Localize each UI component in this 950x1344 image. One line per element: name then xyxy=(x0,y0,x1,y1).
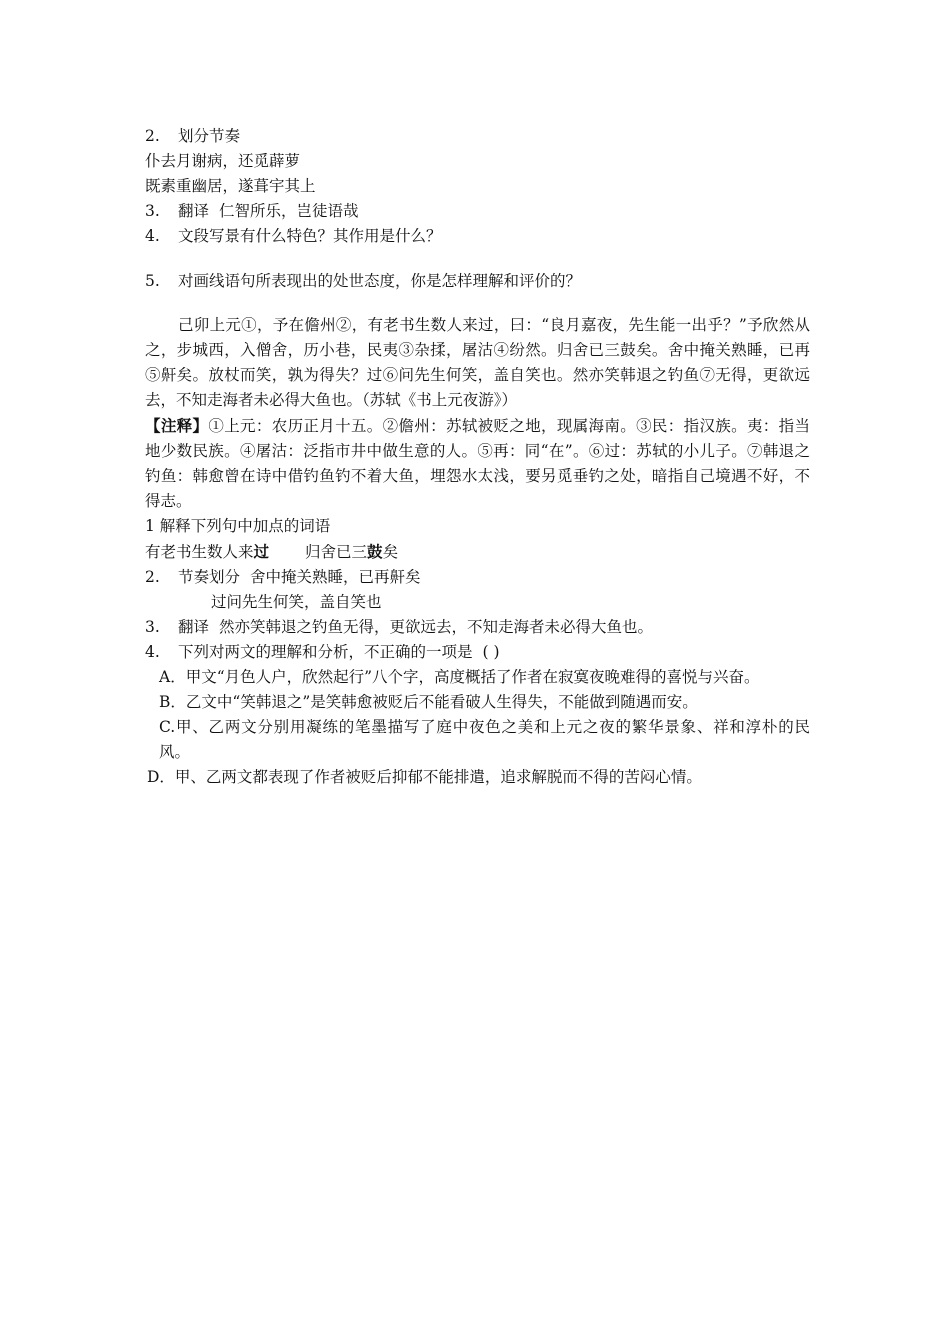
rhythm-sentence-1: 仆去月谢病，还觅薜萝 xyxy=(145,152,301,170)
rhythm-sentence-1: 舍中掩关熟睡，已再鼾矣 xyxy=(250,568,421,586)
answer-paren: ( ) xyxy=(482,643,500,661)
option-c: C.甲、乙两文分别用凝练的笔墨描写了庭中夜色之美和上元之夜的繁华景象、祥和淳朴的民风。 xyxy=(159,718,810,761)
question-3-translate xyxy=(145,199,810,224)
passage-text: 己卯上元①，予在儋州②，有老书生数人来过，曰：“良月嘉夜，先生能一出乎？”予欣然从之，步城西，入僧舍，历小巷，民夷③杂揉，屠沽④纷然。归舍已三鼓矣。舍中掩关熟睡，已再⑤鼾矣。放杖而笑，孰为得失？过⑥问先生何笑，盖自笑也。然亦笑韩退之钓鱼⑦无得，更欲远去，不知走海者未必得大鱼也。（苏轼《书上元夜游》） xyxy=(145,316,810,409)
question-number: 5. xyxy=(145,272,160,290)
question-4-choice xyxy=(145,640,810,665)
phrase-b-ending: 矣 xyxy=(382,543,399,561)
question-2-rhythm-b xyxy=(145,565,810,590)
question-label: 翻译 xyxy=(178,618,210,636)
question-number: 4. xyxy=(145,227,160,245)
question-text: 然亦笑韩退之钓鱼无得，更欲远去，不知走海者未必得大鱼也。 xyxy=(219,618,654,636)
question-number: 2. xyxy=(145,127,160,145)
phrase-a-text: 有老书生数人来 xyxy=(145,543,254,561)
question-1-phrases xyxy=(145,539,810,565)
question-text: 对画线语句所表现出的处世态度，你是怎样理解和评价的？ xyxy=(178,272,582,290)
question-5-attitude xyxy=(145,269,810,294)
rhythm-sentence-2: 过问先生何笑，盖自笑也 xyxy=(211,593,382,611)
question-number: 4. xyxy=(145,643,160,661)
question-1-explain: 1 解释下列句中加点的词语 xyxy=(145,517,331,535)
question-text: 下列对两文的理解和分析，不正确的一项是 xyxy=(178,643,473,661)
option-b: B．乙文中“笑韩退之”是笑韩愈被贬后不能看破人生得失，不能做到随遇而安。 xyxy=(159,693,698,711)
question-label: 翻译 xyxy=(178,202,210,220)
question-number: 3. xyxy=(145,202,160,220)
annotation-text: ①上元：农历正月十五。②儋州：苏轼被贬之地，现属海南。③民：指汉族。夷：指当地少数民族。④屠沽：泛指市井中做生意的人。⑤再：同“在”。⑥过：苏轼的小儿子。⑦韩退之钓鱼：韩愈曾在诗中借钓鱼钓不着大鱼，埋怨水太浅，要另觅垂钓之处，暗指自己境遇不好，不得志。 xyxy=(145,417,810,510)
phrase-b-text: 归舍已三 xyxy=(305,543,368,561)
question-2-rhythm xyxy=(145,124,810,149)
annotation xyxy=(145,413,810,514)
question-3-translate-b xyxy=(145,615,810,640)
question-label: 节奏划分 xyxy=(178,568,241,586)
phrase-b-keyword: 鼓 xyxy=(367,542,383,561)
phrase-a-keyword: 过 xyxy=(253,542,270,561)
option-a: A．甲文“月色人户，欣然起行”八个字，高度概括了作者在寂寞夜晚难得的喜悦与兴奋。 xyxy=(159,668,760,686)
question-number: 3. xyxy=(145,618,160,636)
question-4-scenery xyxy=(145,224,810,249)
document-page xyxy=(145,124,810,790)
option-d: D．甲、乙两文都表现了作者被贬后抑郁不能排遣，追求解脱而不得的苦闷心情。 xyxy=(147,768,702,786)
question-text: 划分节奏 xyxy=(178,127,241,145)
question-number: 2. xyxy=(145,568,160,586)
question-text: 仁智所乐，岂徒语哉 xyxy=(219,202,359,220)
rhythm-sentence-2: 既素重幽居，遂葺宇其上 xyxy=(145,177,316,195)
annotation-label: 【注释】 xyxy=(145,416,209,435)
question-text: 文段写景有什么特色？其作用是什么？ xyxy=(178,227,442,245)
